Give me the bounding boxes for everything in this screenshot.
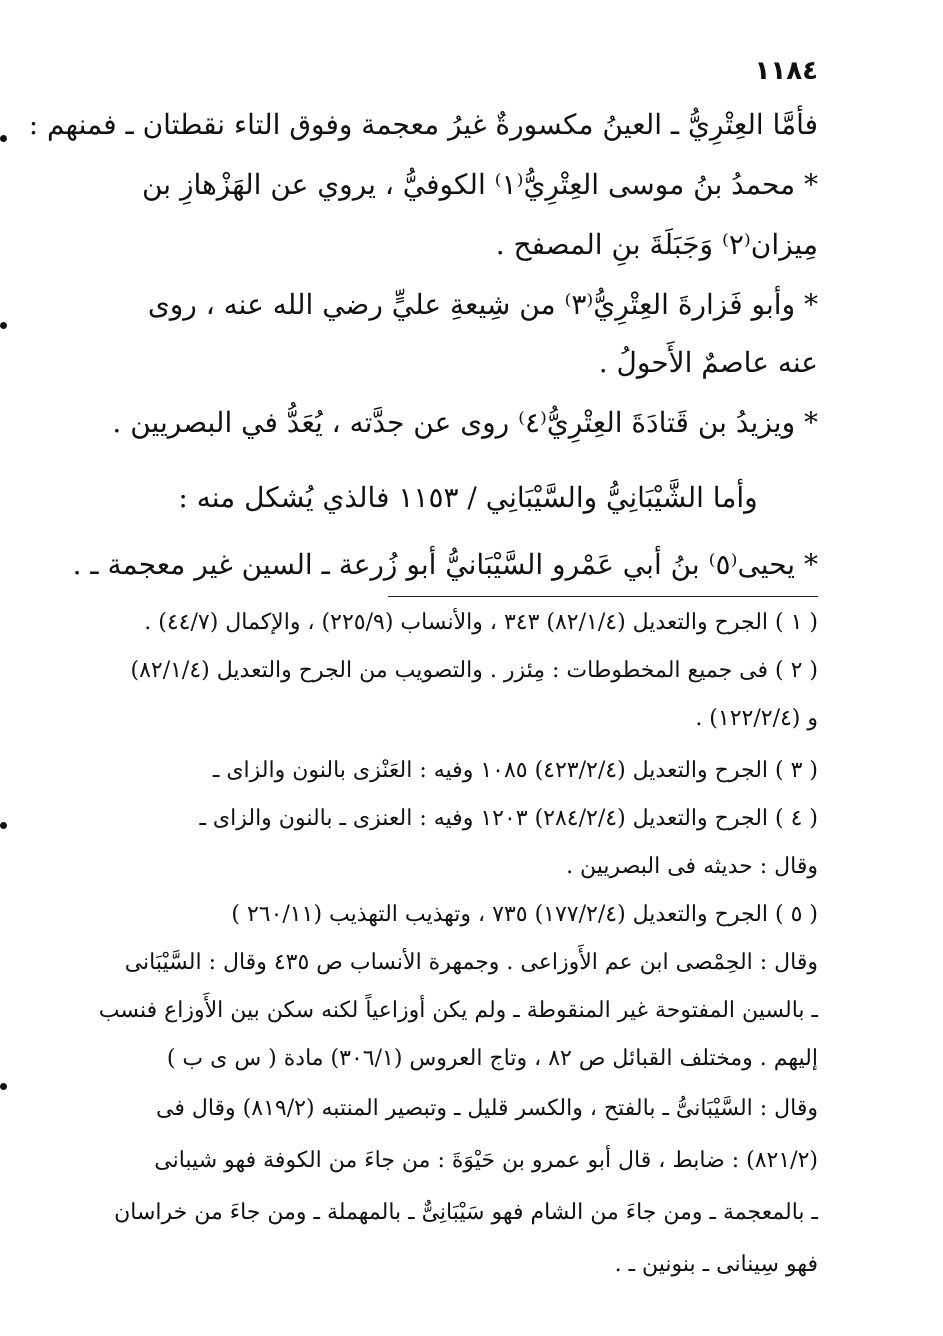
main-line: مِيزان⁽٢⁾ وَجَبَلَةَ بنِ المصفح . (495, 228, 818, 261)
main-line: * محمدُ بنُ موسى العِتْرِيُّ⁽١⁾ الكوفيُّ ، يروي عن الهَزْهازِ بن (141, 168, 818, 201)
scan-edge-mark (0, 322, 7, 329)
footnote-line: و (١٢٢/٢/٤) . (695, 706, 818, 731)
footnote-line: ـ بالسين المفتوحة غير المنقوطة ـ ولم يكن أوزاعياً لكنه سكن بين الأَوزاع فنسب (98, 998, 818, 1023)
footnote-line: ـ بالمعجمة ـ ومن جاءَ من الشام فهو سَيْبَانِىٌّ ـ بالمهملة ـ ومن جاءَ من خراسان (114, 1200, 818, 1225)
footnote-line: (٨٢١/٢) : ضابط ، قال أبو عمرو بن حَيْوَةَ : من جاءَ من الكوفة فهو شيبانى (154, 1148, 818, 1173)
scan-edge-mark (0, 822, 7, 829)
footnote-line: ( ٥ ) الجرح والتعديل (١٧٧/٢/٤) ٧٣٥ ، وتهذيب التهذيب (٢٦٠/١١ ) (231, 902, 818, 927)
footnote-separator (388, 596, 818, 597)
main-line: وأما الشَّيْبَانِيُّ والسَّيْبَانِي / ١١٥٣ فالذي يُشكل منه : (178, 481, 758, 514)
scan-edge-mark (0, 135, 7, 142)
footnote-line: ( ٤ ) الجرح والتعديل (٢٨٤/٢/٤) ١٢٠٣ وفيه : العنزى ـ بالنون والزاى ـ (199, 806, 818, 831)
footnote-line: وقال : السَّيْبَانىُّ ـ بالفتح ، والكسر قليل ـ وتبصير المنتبه (٨١٩/٢) وقال فى (155, 1096, 818, 1121)
scan-edge-mark (0, 1083, 7, 1090)
main-line: * ويزيدُ بن قَتادَةَ العِتْرِيُّ⁽٤⁾ روى عن جدَّته ، يُعَدُّ في البصريين . (112, 406, 818, 439)
footnote-line: ( ٢ ) فى جميع المخطوطات : مِئزر . والتصويب من الجرح والتعديل (٨٢/١/٤) (130, 658, 818, 683)
footnote-line: إليهم . ومختلف القبائل ص ٨٢ ، وتاج العروس (٣٠٦/١) مادة ( س ى ب ) (166, 1046, 818, 1071)
footnote-line: ( ٣ ) الجرح والتعديل (٤٢٣/٢/٤) ١٠٨٥ وفيه : العَنْزى بالنون والزاى ـ (212, 758, 818, 783)
main-line: * وأبو فَزارةَ العِتْرِيُّ⁽٣⁾ من شِيعةِ عليٍّ رضي الله عنه ، روى (147, 288, 818, 321)
main-line: عنه عاصمٌ الأَحولُ . (598, 346, 818, 379)
main-line: * يحيى⁽٥⁾ بنُ أبي عَمْرو السَّيْبَانيُّ أبو زُرعة ـ السين غير معجمة ـ . (72, 548, 818, 581)
main-line: فأمَّا العِتْرِيُّ ـ العينُ مكسورةٌ غيرُ معجمة وفوق التاء نقطتان ـ فمنهم : (28, 108, 818, 141)
footnote-line: وقال : الحِمْصى ابن عم الأَوزاعى . وجمهرة الأنساب ص ٤٣٥ وقال : السَّيْبَانى (124, 950, 818, 975)
footnote-line: وقال : حديثه فى البصريين . (566, 854, 818, 879)
footnote-line: ( ١ ) الجرح والتعديل (٨٢/١/٤) ٣٤٣ ، والأنساب (٢٢٥/٩) ، والإكمال (٤٤/٧) . (144, 610, 818, 635)
page-number: ١١٨٤ (754, 56, 818, 86)
footnote-line: فهو سِينانى ـ بنونين ـ . (614, 1252, 818, 1277)
